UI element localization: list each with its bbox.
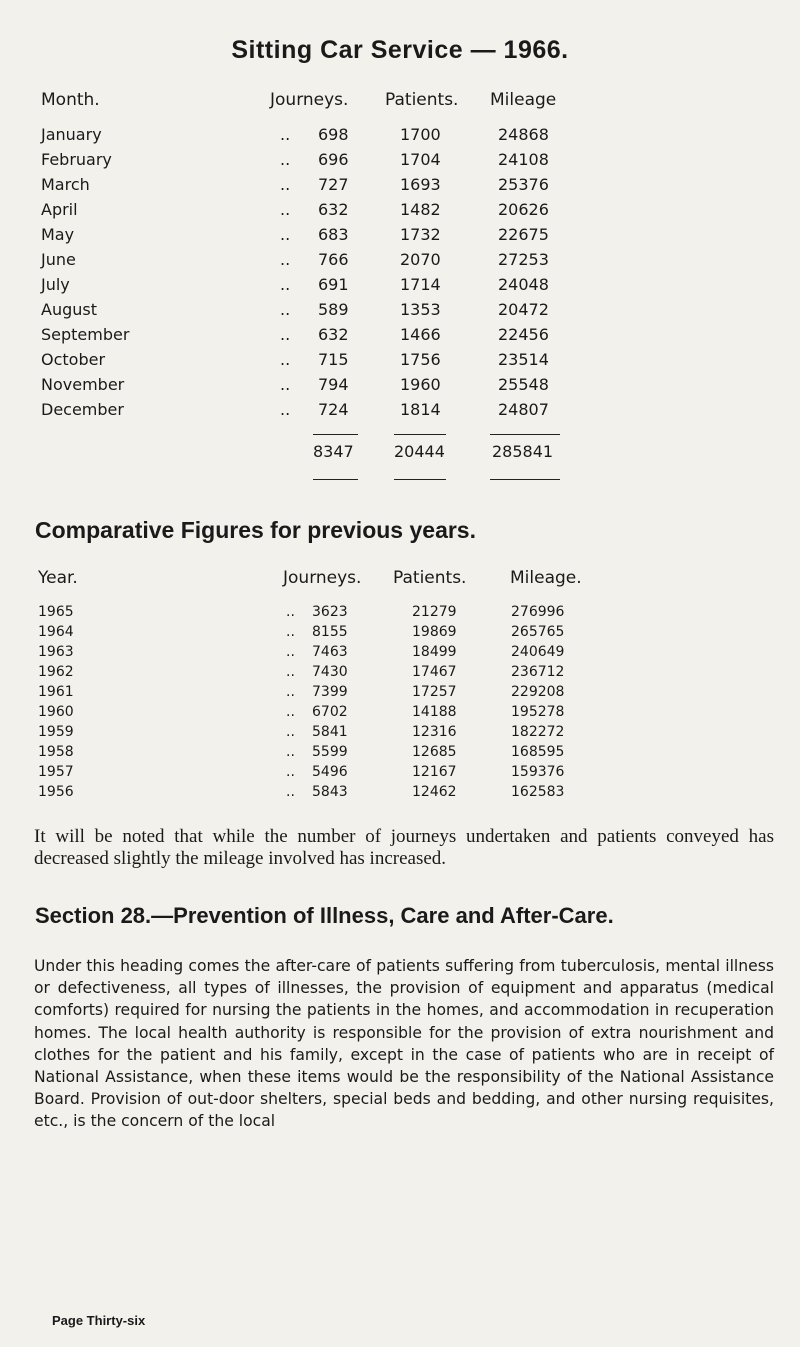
patients-cell: 17257 [412,684,457,700]
col-header-journeys: Journeys. [270,90,349,110]
col-header-mileage: Mileage [490,90,557,110]
leader-dots: .. [286,624,295,640]
leader-dots: .. [286,684,295,700]
col-header-journeys: Journeys. [283,568,362,588]
mileage-cell: 182272 [511,724,565,740]
total-patients: 20444 [394,442,445,461]
patients-cell: 1960 [400,375,441,394]
year-cell: 1964 [38,624,74,640]
journeys-cell: 7399 [312,684,348,700]
section-28-body: Under this heading comes the after-care of patients suffering from tuberculosis, mental illness or defectiveness, all types of illnesses, the provision of equipment and apparatus (medical comforts) required for nursing the patients in the homes, and accommodation in recuperation homes. The local health authority is responsible for the provision of extra nourishment and clothes for the patient and his family, except in the case of patients who are in receipt of National Assistance, when these items would be the responsibility of the National Assistance Board. Provision of out-door shelters, special beds and bedding, and other nursing requisites, etc., is the concern of the local [34,957,774,1131]
total-rule-journeys [313,434,358,435]
mileage-cell: 25548 [498,375,549,394]
journeys-cell: 3623 [312,604,348,620]
journeys-cell: 724 [318,400,349,419]
journeys-cell: 7463 [312,644,348,660]
mileage-cell: 27253 [498,250,549,269]
journeys-cell: 589 [318,300,349,319]
total-mileage: 285841 [492,442,554,461]
leader-dots: .. [280,125,291,144]
leader-dots: .. [286,724,295,740]
leader-dots: .. [280,250,291,269]
total-rule-mileage [490,434,560,435]
mileage-cell: 20472 [498,300,549,319]
month-cell: December [41,400,124,419]
month-cell: May [41,225,75,244]
year-cell: 1956 [38,784,74,800]
mileage-cell: 276996 [511,604,565,620]
year-cell: 1965 [38,604,74,620]
total-journeys: 8347 [313,442,354,461]
col-header-patients: Patients. [385,90,459,110]
table-row [0,200,800,224]
journeys-cell: 715 [318,350,349,369]
leader-dots: .. [286,764,295,780]
year-cell: 1957 [38,764,74,780]
table-row [0,150,800,174]
mileage-cell: 24108 [498,150,549,169]
mileage-cell: 24807 [498,400,549,419]
patients-cell: 21279 [412,604,457,620]
comparative-heading: Comparative Figures for previous years. [35,517,476,543]
patients-cell: 1482 [400,200,441,219]
year-cell: 1962 [38,664,74,680]
month-cell: October [41,350,106,369]
journeys-cell: 698 [318,125,349,144]
patients-cell: 1714 [400,275,441,294]
table-row [0,225,800,249]
leader-dots: .. [280,200,291,219]
mileage-note: It will be noted that while the number of journeys undertaken and patients conveyed has decreased slightly the mileage involved has increased. [34,826,774,869]
journeys-cell: 727 [318,175,349,194]
table-row [0,275,800,299]
mileage-cell: 159376 [511,764,565,780]
patients-cell: 12167 [412,764,457,780]
patients-cell: 1704 [400,150,441,169]
table-row [0,125,800,149]
journeys-cell: 8155 [312,624,348,640]
mileage-cell: 265765 [511,624,565,640]
mileage-cell: 229208 [511,684,565,700]
journeys-cell: 7430 [312,664,348,680]
bottom-rule-patients [394,479,446,480]
leader-dots: .. [280,325,291,344]
totals-row [0,442,800,466]
month-cell: March [41,175,90,194]
leader-dots: .. [280,375,291,394]
journeys-cell: 5496 [312,764,348,780]
patients-cell: 12462 [412,784,457,800]
journeys-cell: 632 [318,200,349,219]
leader-dots: .. [280,175,291,194]
leader-dots: .. [280,400,291,419]
journeys-cell: 632 [318,325,349,344]
leader-dots: .. [286,704,295,720]
month-cell: February [41,150,112,169]
mileage-cell: 236712 [511,664,565,680]
journeys-cell: 5841 [312,724,348,740]
patients-cell: 1756 [400,350,441,369]
month-cell: April [41,200,78,219]
journeys-cell: 5599 [312,744,348,760]
page-footer: Page Thirty-six [52,1313,146,1328]
month-cell: September [41,325,130,344]
bottom-rule-mileage [490,479,560,480]
col-header-patients: Patients. [393,568,467,588]
col-header-month: Month. [41,90,100,110]
year-cell: 1958 [38,744,74,760]
leader-dots: .. [280,350,291,369]
month-cell: January [41,125,102,144]
journeys-cell: 6702 [312,704,348,720]
table-row [0,375,800,399]
total-rule-patients [394,434,446,435]
comparative-table-header [0,568,800,592]
journeys-cell: 683 [318,225,349,244]
month-cell: August [41,300,97,319]
bottom-rule-journeys [313,479,358,480]
leader-dots: .. [286,784,295,800]
journeys-cell: 794 [318,375,349,394]
col-header-year: Year. [38,568,78,588]
table-row [0,175,800,199]
patients-cell: 1700 [400,125,441,144]
mileage-cell: 162583 [511,784,565,800]
year-cell: 1960 [38,704,74,720]
journeys-cell: 696 [318,150,349,169]
leader-dots: .. [280,150,291,169]
mileage-cell: 22675 [498,225,549,244]
monthly-table-header [0,90,800,114]
col-header-mileage: Mileage. [510,568,582,588]
mileage-cell: 23514 [498,350,549,369]
month-cell: July [41,275,70,294]
journeys-cell: 766 [318,250,349,269]
section-28-heading: Section 28.—Prevention of Illness, Care and After-Care. [35,903,614,928]
patients-cell: 19869 [412,624,457,640]
mileage-cell: 25376 [498,175,549,194]
patients-cell: 14188 [412,704,457,720]
table-row [0,250,800,274]
journeys-cell: 691 [318,275,349,294]
leader-dots: .. [280,225,291,244]
patients-cell: 1814 [400,400,441,419]
patients-cell: 12316 [412,724,457,740]
table-row [0,350,800,374]
mileage-cell: 20626 [498,200,549,219]
mileage-cell: 24868 [498,125,549,144]
leader-dots: .. [286,644,295,660]
table-row [0,784,800,808]
mileage-cell: 195278 [511,704,565,720]
patients-cell: 12685 [412,744,457,760]
patients-cell: 1466 [400,325,441,344]
leader-dots: .. [286,744,295,760]
mileage-cell: 24048 [498,275,549,294]
patients-cell: 1353 [400,300,441,319]
mileage-cell: 240649 [511,644,565,660]
mileage-cell: 168595 [511,744,565,760]
mileage-cell: 22456 [498,325,549,344]
patients-cell: 1732 [400,225,441,244]
patients-cell: 1693 [400,175,441,194]
page-title: Sitting Car Service — 1966. [231,36,569,64]
patients-cell: 18499 [412,644,457,660]
month-cell: June [41,250,76,269]
year-cell: 1961 [38,684,74,700]
table-row [0,325,800,349]
table-row [0,300,800,324]
table-row [0,400,800,424]
leader-dots: .. [280,275,291,294]
patients-cell: 2070 [400,250,441,269]
year-cell: 1959 [38,724,74,740]
leader-dots: .. [286,604,295,620]
journeys-cell: 5843 [312,784,348,800]
month-cell: November [41,375,125,394]
year-cell: 1963 [38,644,74,660]
leader-dots: .. [286,664,295,680]
patients-cell: 17467 [412,664,457,680]
leader-dots: .. [280,300,291,319]
